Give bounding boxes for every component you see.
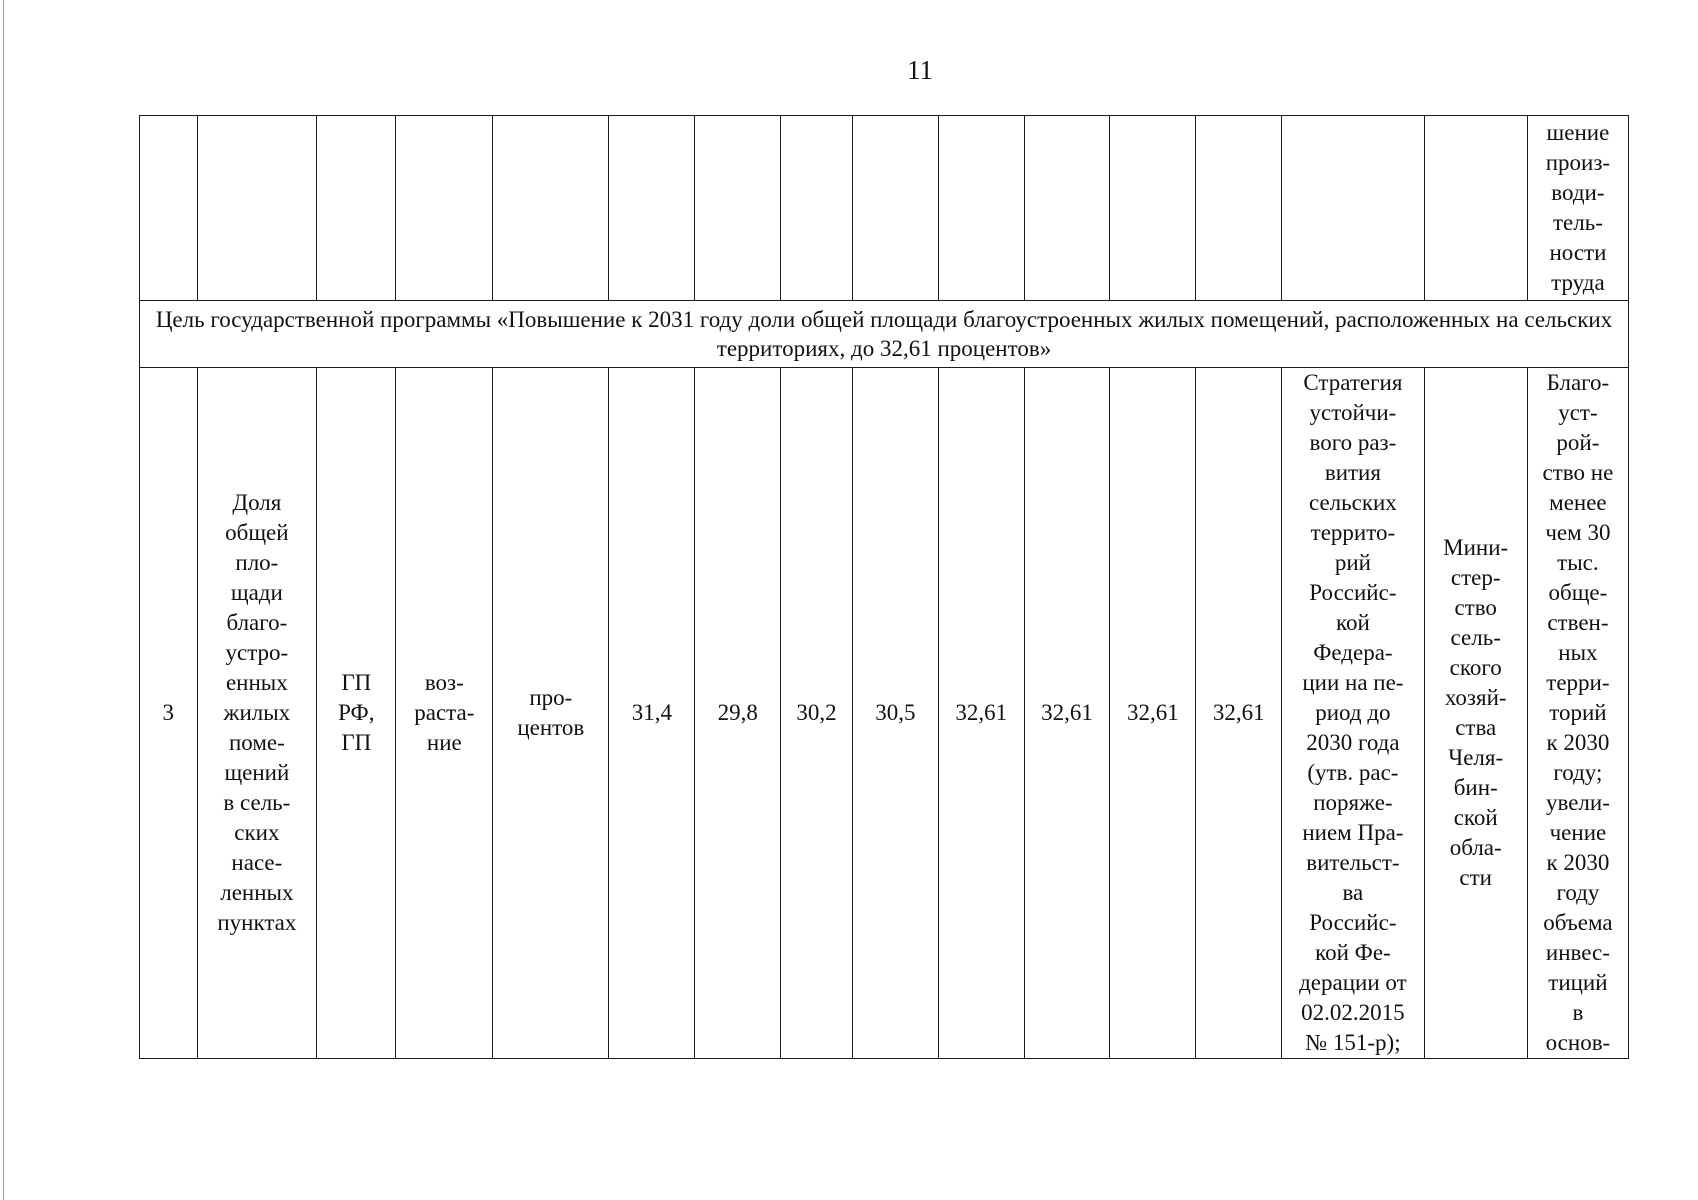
value-cell: 30,5 [852, 368, 938, 1059]
empty-cell [852, 116, 938, 301]
value-cell: 32,61 [1110, 368, 1196, 1059]
row-number: 3 [140, 368, 198, 1059]
value-cell: 31,4 [609, 368, 695, 1059]
value-cell: 30,2 [781, 368, 853, 1059]
page-number: 11 [907, 55, 933, 85]
indicators-table [139, 115, 1629, 1059]
empty-cell [609, 116, 695, 301]
strategic-document: Стратегия устойчи- вого раз- вития сельских террито- рий Российс- кой Федера- ции на пе- риод до 2030 года (утв. рас- поряже- нием Пра- вительст- ва Российс- кой Фе- дерации от 02.02.2015 № 151-р); [1282, 368, 1424, 1059]
empty-cell [1024, 116, 1110, 301]
indicator-level: ГП РФ, ГП [317, 368, 396, 1059]
unit: про- центов [493, 368, 609, 1059]
empty-cell [1196, 116, 1282, 301]
empty-cell [938, 116, 1024, 301]
indicator-trend: воз- раста- ние [396, 368, 493, 1059]
empty-cell [781, 116, 853, 301]
indicator-name: Доля общей пло- щади благо- устро- енных жилых поме- щений в сель- ских насе- ленных пунктах [197, 368, 317, 1059]
related-goal: Благо- уст- рой- ство не менее чем 30 тыс. обще- ствен- ных терри- торий к 2030 году; увели- чение к 2030 году объема инвес- тиций в основ- [1527, 368, 1628, 1059]
empty-cell [493, 116, 609, 301]
goal-row [140, 301, 1629, 368]
responsible-body: Мини- стер- ство сель- ского хозяй- ства Челя- бин- ской обла- сти [1424, 368, 1527, 1059]
value-cell: 32,61 [938, 368, 1024, 1059]
indicator-row-3 [140, 368, 1629, 1059]
empty-cell [140, 116, 198, 301]
empty-cell [317, 116, 396, 301]
empty-cell [1110, 116, 1196, 301]
goal-text: Цель государственной программы «Повышение к 2031 году доли общей площади благоустроенных жилых помещений, расположенных на сельских территориях, до 32,61 процентов» [140, 301, 1629, 368]
scan-edge-line [3, 0, 4, 1200]
empty-cell [1424, 116, 1527, 301]
continuation-text: шение произ- води- тель- ности труда [1527, 116, 1628, 301]
value-cell: 32,61 [1196, 368, 1282, 1059]
continuation-row [140, 116, 1629, 301]
empty-cell [1282, 116, 1424, 301]
empty-cell [695, 116, 781, 301]
empty-cell [396, 116, 493, 301]
value-cell: 29,8 [695, 368, 781, 1059]
empty-cell [197, 116, 317, 301]
value-cell: 32,61 [1024, 368, 1110, 1059]
